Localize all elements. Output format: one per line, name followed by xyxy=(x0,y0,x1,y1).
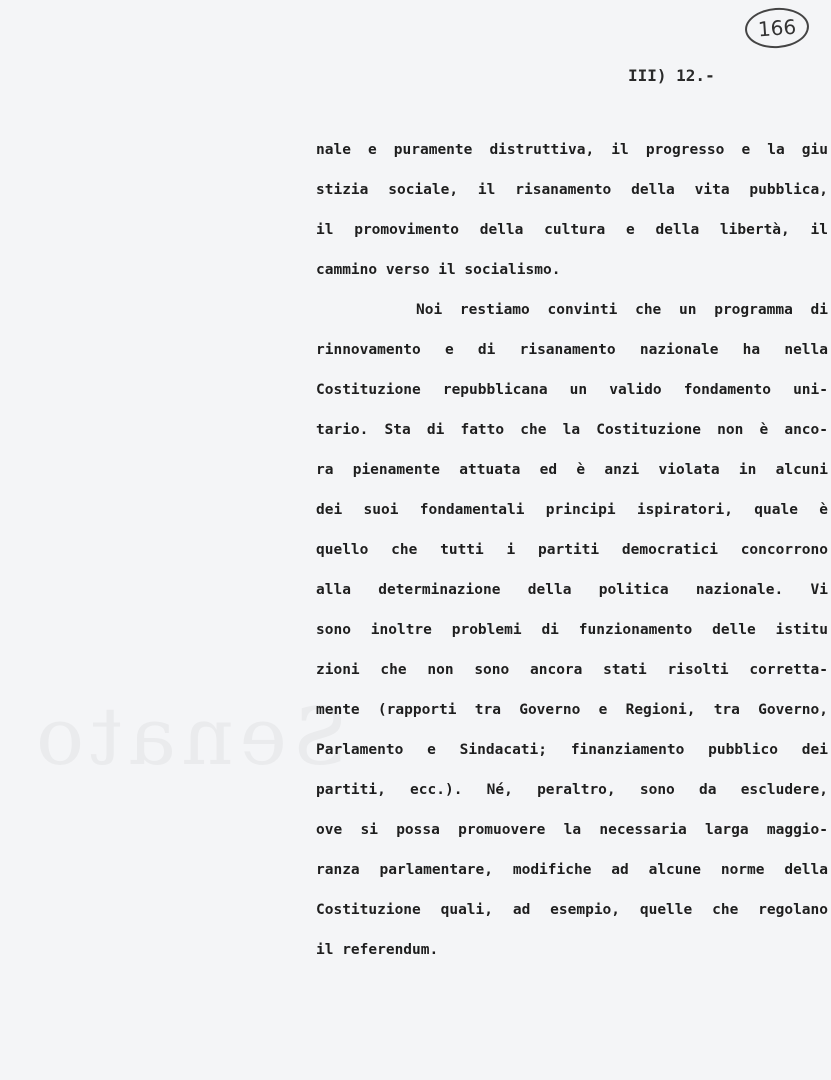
text-line: Costituzione quali, ad esempio, quelle che regolano xyxy=(316,902,828,918)
text-line: ra pienamente attuata ed è anzi violata in alcuni xyxy=(316,462,828,478)
text-line: Costituzione repubblicana un valido fondamento uni- xyxy=(316,382,828,398)
text-line: il promovimento della cultura e della libertà, il xyxy=(316,222,828,238)
text-line: cammino verso il socialismo. xyxy=(316,262,561,278)
text-line: quello che tutti i partiti democratici concorrono xyxy=(316,542,828,558)
body-text xyxy=(316,130,828,970)
text-line: mente (rapporti tra Governo e Regioni, tra Governo, xyxy=(316,702,828,718)
text-line: nale e puramente distruttiva, il progresso e la giu xyxy=(316,142,828,158)
text-line: partiti, ecc.). Né, peraltro, sono da escludere, xyxy=(316,782,828,798)
text-line: Noi restiamo convinti che un programma di xyxy=(416,302,828,318)
page-number-stamp: 166 xyxy=(744,6,811,50)
text-line: il referendum. xyxy=(316,942,439,958)
text-line: dei suoi fondamentali principi ispiratori, quale è xyxy=(316,502,828,518)
section-page-header: III) 12.- xyxy=(628,66,715,85)
text-line: alla determinazione della politica nazionale. Vi xyxy=(316,582,828,598)
text-line: ove si possa promuovere la necessaria larga maggio- xyxy=(316,822,828,838)
text-line: rinnovamento e di risanamento nazionale ha nella xyxy=(316,342,828,358)
text-line: tario. Sta di fatto che la Costituzione non è anco- xyxy=(316,422,828,438)
text-line: stizia sociale, il risanamento della vita pubblica, xyxy=(316,182,828,198)
bleed-through-ghost: Senato xyxy=(30,690,348,783)
text-line: ranza parlamentare, modifiche ad alcune norme della xyxy=(316,862,828,878)
text-line: zioni che non sono ancora stati risolti corretta- xyxy=(316,662,828,678)
text-line: Parlamento e Sindacati; finanziamento pubblico dei xyxy=(316,742,828,758)
text-line: sono inoltre problemi di funzionamento delle istitu xyxy=(316,622,828,638)
